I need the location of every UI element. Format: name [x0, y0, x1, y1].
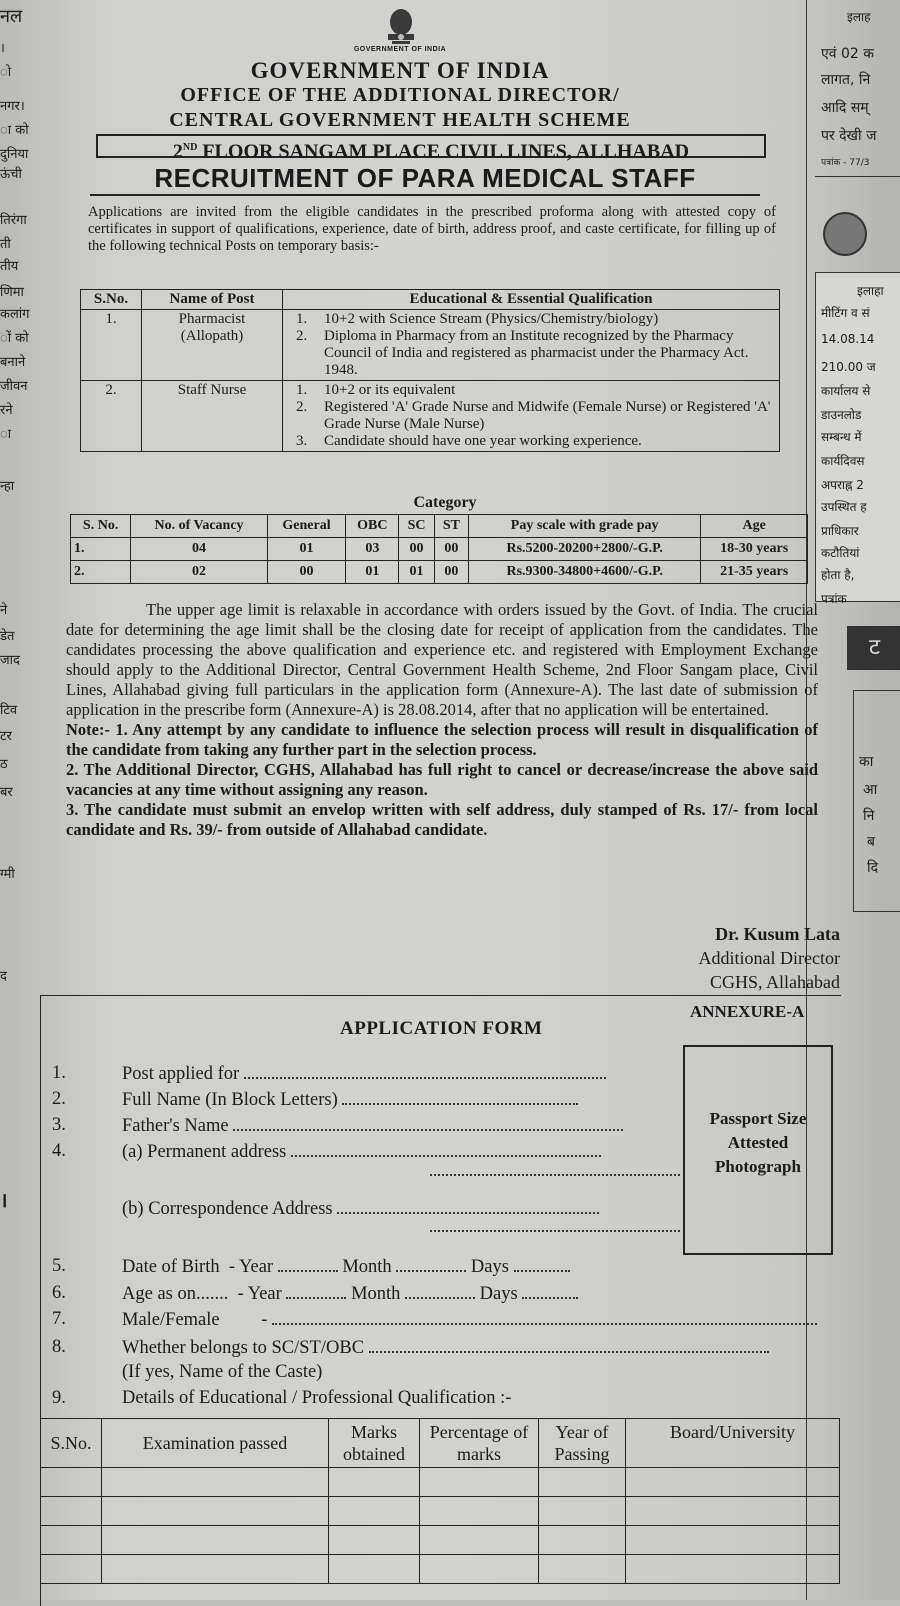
- qual-cell[interactable]: [329, 1526, 420, 1555]
- note-3: 3. The candidate must submit an envelop written with self address, duly stamped of Rs. 17/- from local candidate and Rs. 39/- from outside of Allahabad candidate.: [66, 800, 818, 839]
- table-row: [41, 1555, 840, 1584]
- posts-header-post: Name of Post: [142, 290, 283, 310]
- cat-cell: 01: [267, 538, 345, 561]
- left-fragment: तिरंगा: [0, 213, 27, 228]
- right-fragment: कटौतियां: [821, 546, 860, 560]
- left-fragment: डेत: [0, 629, 15, 644]
- posts-table: [80, 289, 780, 452]
- qualification-item: 2. Registered 'A' Grade Nurse and Midwife (Female Nurse) or Registered 'A' Grade Nurse (Male Nurse): [296, 399, 771, 432]
- post-name: Pharmacist (Allopath): [142, 310, 283, 381]
- qual-cell[interactable]: [41, 1468, 102, 1497]
- cat-cell: 1.: [71, 538, 131, 561]
- signatory-name: Dr. Kusum Lata: [715, 924, 840, 944]
- qual-cell[interactable]: [420, 1497, 539, 1526]
- qual-cell[interactable]: [102, 1526, 329, 1555]
- left-fragment: रने: [0, 403, 13, 418]
- cat-header: SC: [399, 515, 434, 538]
- emblem-caption: GOVERNMENT OF INDIA: [353, 46, 447, 53]
- left-fragment: न्हा: [0, 479, 15, 494]
- application-form-title: APPLICATION FORM: [340, 1018, 543, 1039]
- header-line-3: CENTRAL GOVERNMENT HEALTH SCHEME: [169, 109, 631, 131]
- left-fragment: तीय: [0, 259, 19, 274]
- right-fragment: कार्यदिवस: [821, 454, 865, 468]
- qual-cell[interactable]: [626, 1555, 840, 1584]
- cat-cell: 04: [131, 538, 268, 561]
- right-fragment: इलाह: [847, 10, 871, 24]
- address-sup: ND: [182, 142, 198, 153]
- age-days-input[interactable]: [522, 1283, 578, 1299]
- sex-input[interactable]: [272, 1309, 817, 1325]
- left-fragment: कलांग: [0, 307, 30, 322]
- cat-header: No. of Vacancy: [131, 515, 268, 538]
- cat-cell: Rs.9300-34800+4600/-G.P.: [469, 561, 701, 584]
- post-name: Staff Nurse: [142, 381, 283, 452]
- left-fragment: ग्मी: [0, 867, 15, 882]
- annexure-label: ANNEXURE-A: [690, 1002, 805, 1021]
- right-fragment: का: [859, 754, 874, 770]
- left-fragment: ऊंची: [0, 167, 22, 182]
- right-fragment: सम्बन्ध में: [821, 430, 862, 444]
- correspondence-address-input[interactable]: [337, 1198, 599, 1214]
- cat-cell: 21-35 years: [701, 561, 808, 584]
- left-fragment: ो: [0, 65, 12, 80]
- cat-cell: 03: [346, 538, 399, 561]
- newspaper-page: नल । ो नगर। ा को दुनिया ऊंची तिरंगा ती तीय णिमा कलांग ों को बनाने जीवन रने ा न्हा ने डेत जाद टिव टर ठ बर ग्मी द । इलाह एवं 02 क लागत, नि आदि सम् पर देखी ज पत्रांक - 77/3 इलाहा मीटिंग व सं 14.08.14 210.00 ज कार्यालय से डाउनलोड सम्बन्ध में कार्यदिवस अपराह्न 2 उपस्थित ह प्राधिकार कटौतियां होता है, पत्रांक ट का आ नि ब दि GOVERNMENT OF INDIA GOVERNMENT OF INDIA OFFICE OF THE ADDITIONAL DIRECTOR/ CENTRAL GOVERNMENT HEALTH SCHEME 2ND FLOOR SANGAM PLACE CIVIL LINES, ALLHABAD RECRUITMENT OF PARA MEDICAL STAFF Applications are invited from the eligible candidates in the prescribed proforma along with attested copy of certificates in support of qualifications, experience, date of birth, address proof, and caste certificate, for filling up of the following technical Posts on temporary basis:- S.No. Name of Post Educational & Essential Qualification 1. Pharmacist (Allopath) 1. 10+2 with Science Stream (Physics/Chemistry/biology) 2. Diploma in Pharmacy from an Institute recognized by the Pharmacy Council of India and registered as pharmacist under the Pharmacy Act. 1948. 2. Staff Nurse 1. 10+2 or its equivalent 2. Registered 'A' Grade Nurse and Midwife (Female Nurse) or Registered 'A' Grade Nurse (Male Nurse) 3. Candidate should have one year working experience. Category S. No. No. of Vacancy General OBC SC ST Pay scale with grade pay Age 1. 04 01 03 00 00 Rs.5200-20200+2800/-G.P. 18-30 years 2. 02 00 01 01 00 Rs.9300-34800+4600/-G.P. 21-35 years The upper age limit is relaxable in accordance with orders issued by the Govt. of India. The crucial date for determining the age limit shall be the closing date for receipt of application from the candidates. The candidates processing the above qualification and experience etc. and registered with Employment Exchange should apply to the Additional Director, Central Government Health Scheme, 2nd Floor Sangam place, Civil Lines, Allahabad giving full particulars in the application form (Annexure-A). The last date of submission of application in the prescribe form (Annexure-A) is 28.08.2014, after that no application will be entertained. Note:- 1. Any attempt by any candidate to influence the selection process will result in disqualification of the candidate from taking any further part in the selection process. 2. The Additional Director, CGHS, Allahabad has full right to cancel or decrease/increase the above said vacancies at any time without assigning any reason. 3. The candidate must submit an envelop written with self address, duly stamped of Rs. 17/- from local candidate and Rs. 39/- from outside of Allahabad candidate. Dr. Kusum Lata Additional Director CGHS, Allahabad APPLICATION FORM ANNEXURE-A Passport Size Attested Photograph 1. Post applied for 2. Full Name (In Block Letters) 3. Father's Name 4. (a) Permanent address (b) Correspondence Address 5. Date of Birth - Year Month Days 6. Age as on....... - Year Month Days 7. Male/Female - 8. Whether belongs to SC/ST/OBC (If yes, Name of the Caste) 9. Details of Educational / Professional Qualification :- S.No. Examination passed Marks obtained Percentage of marks Year of Passing Board/University: [0, 0, 900, 1600]
- post-sno: 1.: [81, 310, 142, 381]
- right-fragment: आदि सम्: [821, 100, 869, 116]
- left-fragment: ।: [0, 1188, 8, 1212]
- qual-cell[interactable]: [626, 1497, 840, 1526]
- cat-header: General: [267, 515, 345, 538]
- qual-header: Examination passed: [102, 1419, 329, 1468]
- qualification-item: 3. Candidate should have one year working experience.: [296, 433, 642, 449]
- cat-cell: 01: [399, 561, 434, 584]
- note-2: 2. The Additional Director, CGHS, Allahabad has full right to cancel or decrease/increase the above said vacancies at any time without assigning any reason.: [66, 760, 818, 799]
- qual-cell[interactable]: [626, 1526, 840, 1555]
- left-fragment: नल: [0, 6, 23, 27]
- right-fragment: पर देखी ज: [821, 128, 877, 144]
- left-fragment: जाद: [0, 653, 20, 668]
- right-divider: [815, 176, 900, 177]
- left-fragment: जीवन: [0, 379, 28, 394]
- right-fragment: 210.00 ज: [821, 360, 876, 374]
- cat-header: S. No.: [71, 515, 131, 538]
- right-heading-block: ट: [847, 626, 900, 670]
- cat-header: ST: [434, 515, 468, 538]
- qual-cell[interactable]: [420, 1468, 539, 1497]
- table-row: [71, 538, 808, 561]
- table-row: [81, 310, 780, 381]
- right-fragment: पत्रांक - 77/3: [821, 158, 870, 168]
- signatory-designation: Additional Director: [698, 948, 840, 968]
- cat-cell: 18-30 years: [701, 538, 808, 561]
- qual-header: Year of Passing: [539, 1419, 626, 1468]
- signatory-office: CGHS, Allahabad: [710, 972, 840, 992]
- table-row: [71, 561, 808, 584]
- body-text: [66, 600, 818, 840]
- qual-cell[interactable]: [329, 1468, 420, 1497]
- qual-cell[interactable]: [539, 1526, 626, 1555]
- left-fragment: ती: [0, 237, 11, 252]
- passport-photo-box: Passport Size Attested Photograph: [683, 1045, 833, 1255]
- logo-icon: [823, 212, 867, 256]
- qual-cell[interactable]: [420, 1526, 539, 1555]
- right-fragment: पत्रांक: [821, 592, 847, 606]
- left-fragment: बनाने: [0, 355, 26, 370]
- header-address: [96, 134, 766, 163]
- age-year-input[interactable]: [286, 1283, 346, 1299]
- left-fragment: ा को: [0, 123, 29, 138]
- left-fragment: द: [0, 969, 7, 984]
- address-rest: FLOOR SANGAM PLACE CIVIL LINES, ALLHABAD: [197, 140, 690, 163]
- cat-header: OBC: [346, 515, 399, 538]
- right-fragment: प्राधिकार: [821, 524, 859, 538]
- qualification-item: 1. 10+2 with Science Stream (Physics/Chemistry/biology): [296, 311, 659, 327]
- father-name-input[interactable]: [233, 1115, 623, 1131]
- permanent-address-input[interactable]: [291, 1141, 601, 1157]
- caste-input[interactable]: [369, 1337, 769, 1353]
- qual-header: Marks obtained: [329, 1419, 420, 1468]
- dob-year-input[interactable]: [278, 1256, 338, 1272]
- category-label: Category: [413, 494, 477, 511]
- qualification-item: 2. Diploma in Pharmacy from an Institute recognized by the Pharmacy Council of India and registered as pharmacist under the Pharmacy Act. 1948.: [296, 328, 749, 378]
- left-fragment: दुनिया: [0, 147, 29, 162]
- qual-cell[interactable]: [420, 1555, 539, 1584]
- left-fragment: ।: [0, 41, 5, 56]
- qualification-table: [40, 1418, 840, 1584]
- qual-cell[interactable]: [102, 1468, 329, 1497]
- qual-cell[interactable]: [626, 1468, 840, 1497]
- header-line-1: GOVERNMENT OF INDIA: [250, 58, 550, 83]
- right-fragment: डाउनलोड: [821, 408, 862, 422]
- right-fragment: 14.08.14: [821, 332, 875, 346]
- post-qualifications: [283, 310, 780, 381]
- national-emblem-icon: [378, 4, 424, 52]
- qual-cell[interactable]: [539, 1468, 626, 1497]
- left-fragment: बर: [0, 785, 13, 800]
- right-fragment: ब: [867, 834, 875, 850]
- left-fragment: टिव: [0, 703, 18, 718]
- qual-cell[interactable]: [539, 1497, 626, 1526]
- right-fragment: दि: [867, 860, 879, 876]
- cat-cell: Rs.5200-20200+2800/-G.P.: [469, 538, 701, 561]
- qual-cell[interactable]: [102, 1555, 329, 1584]
- right-fragment: अपराह्न 2: [821, 478, 864, 492]
- qualification-item: 1. 10+2 or its equivalent: [296, 382, 456, 398]
- dob-days-input[interactable]: [514, 1256, 570, 1272]
- right-fragment: आ: [863, 782, 878, 798]
- left-fragment: ठ: [0, 757, 8, 772]
- table-row: [41, 1497, 840, 1526]
- cat-header: Age: [701, 515, 808, 538]
- qual-header: S.No.: [41, 1419, 102, 1468]
- table-row: [81, 381, 780, 452]
- qual-cell[interactable]: [41, 1555, 102, 1584]
- qual-header: Percentage of marks: [420, 1419, 539, 1468]
- qual-cell[interactable]: [329, 1497, 420, 1526]
- correspondence-address-line2[interactable]: [430, 1216, 680, 1232]
- right-fragment: एवं 02 क: [821, 46, 874, 62]
- qual-cell[interactable]: [329, 1555, 420, 1584]
- post-qualifications: [283, 381, 780, 452]
- body-paragraph: The upper age limit is relaxable in accordance with orders issued by the Govt. of India. The crucial date for determining the age limit shall be the closing date for receipt of application from the candidates. The candidates processing the above qualification and experience etc. and registered with Employment Exchange should apply to the Additional Director, Central Government Health Scheme, 2nd Floor Sangam place, Civil Lines, Allahabad giving full particulars in the application form (Annexure-A). The last date of submission of application in the prescribe form (Annexure-A) is 28.08.2014, after that no application will be entertained.: [66, 600, 818, 719]
- address-prefix: 2: [172, 140, 183, 163]
- cat-cell: 00: [267, 561, 345, 584]
- qual-cell[interactable]: [41, 1497, 102, 1526]
- cat-cell: 2.: [71, 561, 131, 584]
- note-1: Note:- 1. Any attempt by any candidate to influence the selection process will result in disqualification of the candidate from taking any further part in the selection process.: [66, 720, 818, 759]
- signature-block: [600, 922, 840, 994]
- age-month-input[interactable]: [405, 1283, 475, 1299]
- permanent-address-line2[interactable]: [430, 1160, 680, 1176]
- qual-header: Board/University: [626, 1419, 840, 1468]
- cat-cell: 01: [346, 561, 399, 584]
- posts-header-sno: S.No.: [81, 290, 142, 310]
- header-line-2: OFFICE OF THE ADDITIONAL DIRECTOR/: [180, 84, 620, 106]
- right-fragment: नि: [863, 808, 875, 824]
- right-fragment: इलाहा: [857, 284, 884, 298]
- right-fragment: कार्यालय से: [821, 384, 871, 398]
- right-fragment: लागत, नि: [821, 72, 871, 88]
- qual-cell[interactable]: [102, 1497, 329, 1526]
- left-fragment: ा: [0, 427, 12, 442]
- cat-cell: 02: [131, 561, 268, 584]
- post-sno: 2.: [81, 381, 142, 452]
- posts-header-qual: Educational & Essential Qualification: [283, 290, 780, 310]
- recruitment-banner: RECRUITMENT OF PARA MEDICAL STAFF: [90, 163, 760, 196]
- qual-cell[interactable]: [539, 1555, 626, 1584]
- left-fragment: ों को: [0, 331, 29, 346]
- left-fragment: टर: [0, 729, 12, 744]
- qual-cell[interactable]: [41, 1526, 102, 1555]
- right-fragment: उपस्थित ह: [821, 500, 867, 514]
- table-row: [41, 1526, 840, 1555]
- cat-header: Pay scale with grade pay: [469, 515, 701, 538]
- cat-cell: 00: [399, 538, 434, 561]
- left-fragment: नगर।: [0, 99, 25, 114]
- right-fragment: होता है,: [821, 568, 855, 582]
- right-lower-box: [853, 690, 900, 912]
- post-input[interactable]: [244, 1063, 606, 1079]
- left-fragment: ने: [0, 603, 8, 618]
- table-row: [41, 1468, 840, 1497]
- full-name-input[interactable]: [342, 1089, 578, 1105]
- category-table: [70, 514, 808, 584]
- left-fragment: णिमा: [0, 285, 24, 300]
- right-fragment: मीटिंग व सं: [821, 306, 870, 320]
- dob-month-input[interactable]: [396, 1256, 466, 1272]
- intro-paragraph: Applications are invited from the eligible candidates in the prescribed proforma along with attested copy of certificates in support of qualifications, experience, date of birth, address proof, and caste certificate, for filling up of the following technical Posts on temporary basis:-: [88, 204, 776, 254]
- cat-cell: 00: [434, 538, 468, 561]
- cat-cell: 00: [434, 561, 468, 584]
